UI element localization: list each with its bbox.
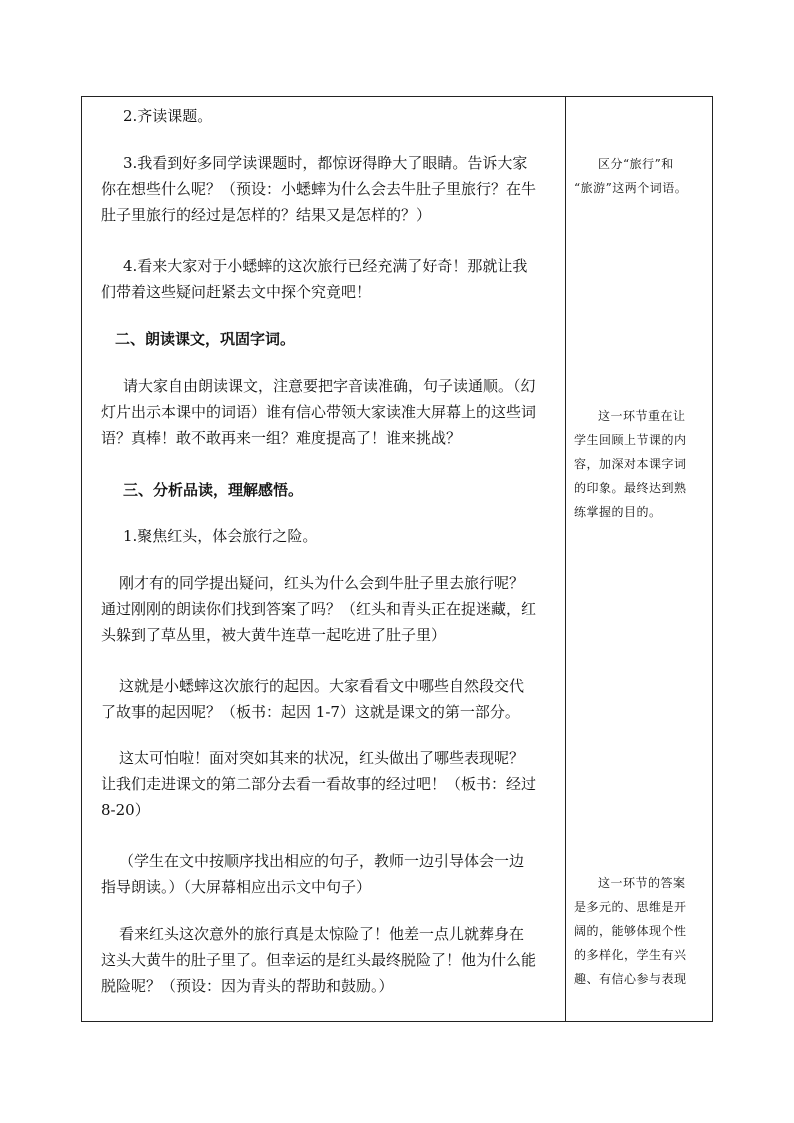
paragraph-student-activity [101, 848, 557, 900]
note-line: 学生回顾上节课的内 [574, 433, 687, 447]
note-line: 容，加深对本课字词 [574, 457, 687, 471]
paragraph-process [101, 745, 557, 823]
paragraph-focus-red-head [101, 523, 557, 549]
note-open-thinking [574, 871, 706, 991]
lesson-plan-table [81, 96, 713, 1022]
note-line: 区分“旅行”和 [598, 157, 674, 171]
paragraph-cause-question [101, 570, 557, 648]
text-line: 了故事的起因呢？（板书：起因 1-7）这就是课文的第一部分。 [101, 703, 520, 721]
paragraph-cause [101, 673, 557, 725]
text-line: 4.看来大家对于小蟋蟀的这次旅行已经充满了好奇！那就让我 [123, 257, 528, 275]
paragraph-curiosity [101, 253, 557, 305]
text-line: 让我们走进课文的第二部分去看一看故事的经过吧！（板书：经过 [101, 775, 537, 793]
text-line: 语？真棒！敢不敢再来一组？难度提高了！谁来挑战？ [101, 429, 462, 447]
text-line: （学生在文中按顺序找出相应的句子，教师一边引导体会一边 [119, 852, 525, 870]
note-line: 是多元的、思维是开 [574, 900, 687, 914]
text-line: 8-20） [101, 801, 150, 819]
note-line: 的印象。最终达到熟 [574, 481, 687, 495]
text-line: 3.我看到好多同学读课题时，都惊讶得睁大了眼睛。告诉大家 [123, 154, 528, 172]
note-line: 的多样化，学生有兴 [574, 948, 687, 962]
text-line: 通过刚刚的朗读你们找到答案了吗？（红头和青头正在捉迷藏，红 [101, 600, 537, 618]
text-line: 肚子里旅行的经过是怎样的？结果又是怎样的？） [101, 206, 432, 224]
note-review-vocabulary [574, 404, 706, 524]
text-line: 刚才有的同学提出疑问，红头为什么会到牛肚子里去旅行呢？ [119, 574, 525, 592]
section-heading-analysis [101, 477, 557, 503]
note-line: 这一环节的答案 [598, 876, 686, 890]
note-line: 阔的，能够体现个性 [574, 924, 687, 938]
section-heading-read-aloud [101, 326, 557, 352]
text-line: 脱险呢？（预设：因为青头的帮助和鼓励。） [101, 977, 394, 995]
paragraph-question [101, 150, 557, 228]
text-line: 这太可怕啦！面对突如其来的状况，红头做出了哪些表现呢？ [119, 749, 525, 767]
text-line: 1.聚焦红头，体会旅行之险。 [123, 527, 318, 545]
text-line: 2.齐读课题。 [123, 107, 213, 125]
text-line: 这就是小蟋蟀这次旅行的起因。大家看看文中哪些自然段交代 [119, 677, 525, 695]
text-line: 们带着这些疑问赶紧去文中探个究竟吧！ [101, 283, 372, 301]
note-line: “旅游”这两个词语。 [574, 181, 688, 195]
heading-line: 三、分析品读，理解感悟。 [123, 481, 304, 499]
paragraph-escape [101, 921, 557, 999]
note-line: 练掌握的目的。 [574, 505, 662, 519]
text-line: 请大家自由朗读课文，注意要把字音读准确，句子读通顺。（幻 [123, 377, 536, 395]
text-line: 灯片出示本课中的词语）谁有信心带领大家读准大屏幕上的这些词 [101, 403, 537, 421]
paragraph-read-title [101, 103, 557, 129]
text-line: 你在想些什么呢？（预设：小蟋蟀为什么会去牛肚子里旅行？在牛 [101, 180, 537, 198]
text-line: 看来红头这次意外的旅行真是太惊险了！他差一点儿就葬身在 [119, 925, 525, 943]
heading-line: 二、朗读课文，巩固字词。 [115, 330, 296, 348]
teaching-process-column [81, 97, 565, 1021]
text-line: 这头大黄牛的肚子里了。但幸运的是红头最终脱险了！他为什么能 [101, 951, 537, 969]
note-distinguish-words [574, 152, 706, 200]
note-line: 这一环节重在让 [598, 409, 686, 423]
design-intent-column [566, 97, 712, 1021]
note-line: 趣、有信心参与表现 [574, 972, 687, 986]
paragraph-free-reading [101, 373, 557, 451]
table-border-right [712, 96, 713, 1022]
text-line: 指导朗读。）（大屏幕相应出示文中句子） [101, 878, 372, 896]
text-line: 头躲到了草丛里，被大黄牛连草一起吃进了肚子里） [101, 626, 447, 644]
